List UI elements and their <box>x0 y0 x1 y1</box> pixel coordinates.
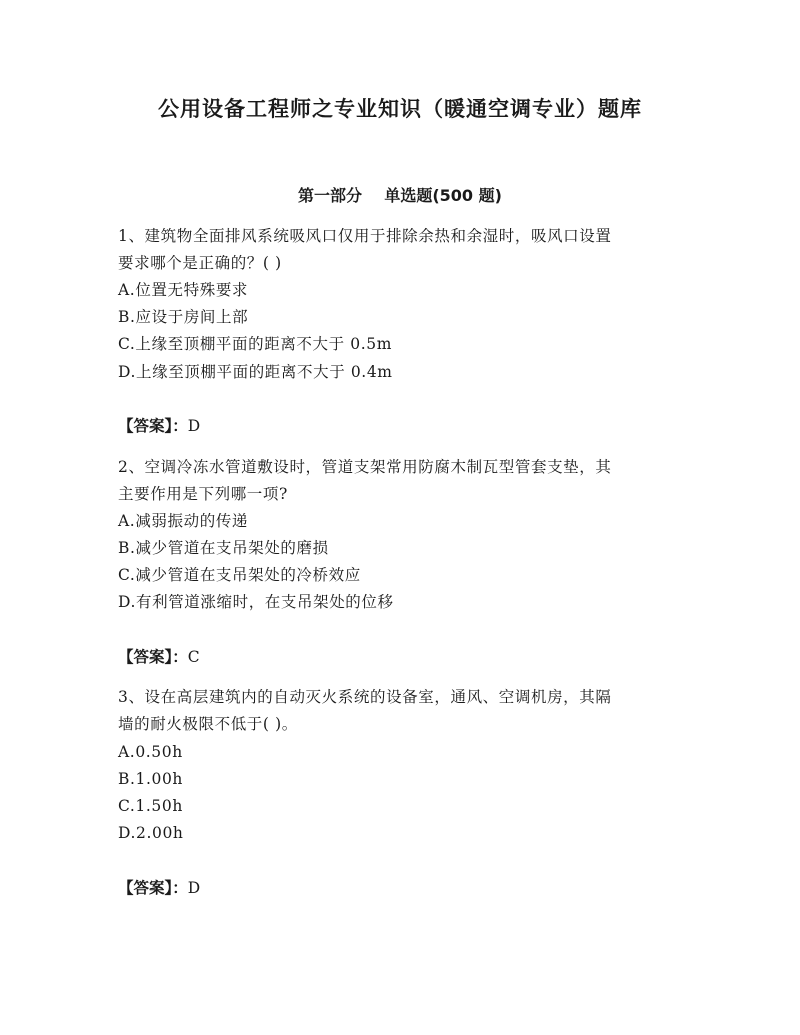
option-d: D.有利管道涨缩时，在支吊架处的位移 <box>118 593 394 611</box>
answer-label: 【答案】： <box>118 417 188 435</box>
question-stem-line: 墙的耐火极限不低于( )。 <box>118 715 298 733</box>
option-b: B.应设于房间上部 <box>118 308 249 326</box>
answer-value: D <box>187 417 201 435</box>
answer-value: C <box>187 648 200 666</box>
answer-value: D <box>187 879 201 897</box>
section-title: 第一部分 单选题(500 题) <box>298 186 502 205</box>
option-d: D.2.00h <box>118 824 184 842</box>
document-title: 公用设备工程师之专业知识（暖通空调专业）题库 <box>158 97 642 121</box>
answer-line <box>118 876 200 900</box>
answer-line <box>118 645 200 669</box>
option-a: A.位置无特殊要求 <box>118 281 249 299</box>
option-c: C.上缘至顶棚平面的距离不大于 0.5m <box>118 335 393 353</box>
answer-line <box>118 414 200 438</box>
question-stem-line: 2、空调冷冻水管道敷设时，管道支架常用防腐木制瓦型管套支垫，其 <box>118 458 612 476</box>
option-b: B.减少管道在支吊架处的磨损 <box>118 539 329 557</box>
option-b: B.1.00h <box>118 770 184 788</box>
answer-label: 【答案】： <box>118 879 188 897</box>
answer-label: 【答案】： <box>118 648 188 666</box>
question-stem-line: 1、建筑物全面排风系统吸风口仅用于排除余热和余湿时，吸风口设置 <box>118 227 612 245</box>
option-d: D.上缘至顶棚平面的距离不大于 0.4m <box>118 363 393 381</box>
option-c: C.减少管道在支吊架处的冷桥效应 <box>118 566 361 584</box>
option-a: A.减弱振动的传递 <box>118 512 249 530</box>
option-c: C.1.50h <box>118 797 183 815</box>
question-stem-line: 主要作用是下列哪一项? <box>118 485 288 503</box>
question-stem-line: 要求哪个是正确的？( ) <box>118 254 282 272</box>
question-stem-line: 3、设在高层建筑内的自动灭火系统的设备室，通风、空调机房，其隔 <box>118 688 612 706</box>
option-a: A.0.50h <box>118 743 183 761</box>
